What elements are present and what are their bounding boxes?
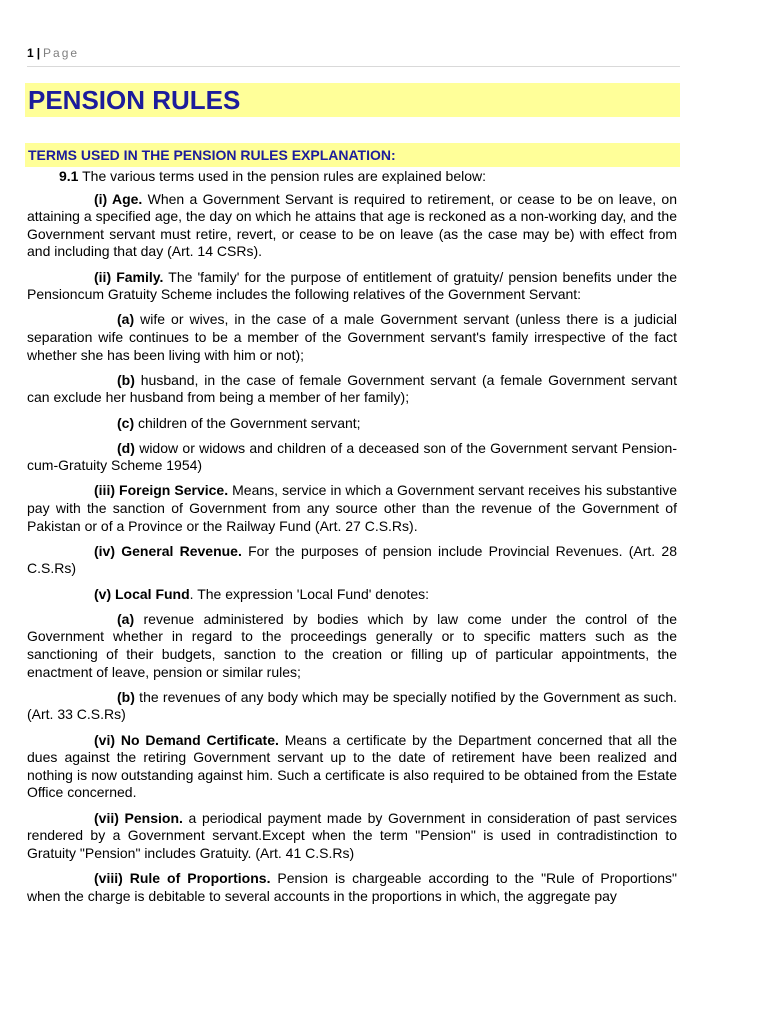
paragraph-label: (iv) General Revenue. bbox=[94, 542, 242, 559]
paragraph-text: For the purposes of pension include Provincial Revenues. (Art. 28 C.S.Rs) bbox=[27, 542, 677, 577]
paragraph-label: (vi) No Demand Certificate. bbox=[94, 731, 279, 748]
paragraph-label: (ii) Family. bbox=[94, 268, 164, 285]
paragraph-text: husband, in the case of female Government servant (a female Government servant can exclude her husband from being a member of her family); bbox=[27, 371, 677, 406]
paragraph-text: wife or wives, in the case of a male Government servant (unless there is a judicial separation wife continues to be a member of the Government servant's family irrespective of the fact whether she has been living with him or not); bbox=[27, 311, 677, 363]
paragraph-label: (d) bbox=[117, 439, 135, 456]
paragraph-label: (i) Age. bbox=[94, 190, 143, 207]
paragraph-label: (c) bbox=[117, 414, 135, 431]
paragraph-family-a bbox=[27, 311, 677, 364]
paragraph-local-fund-a bbox=[27, 611, 677, 681]
paragraph-text: revenue administered by bodies which by law come under the control of the Government whether in regard to the proceedings generally or to specific matters such as the sanctioning of their budgets, sanction to the creation or filling up of particular appointments, the enactment of leave, pension or similar rules; bbox=[27, 610, 677, 680]
page-separator: | bbox=[36, 46, 41, 60]
paragraph-text: When a Government Servant is required to retirement, or cease to be on leave, on attaining a specified age, the day on which he attains that age is reckoned as a non-working day, and the Government servant must retire, revert, or cease to be on leave (as the case may be) with effect from and including that day (Art. 14 CSRs). bbox=[27, 190, 677, 260]
paragraph-text: Means, service in which a Government servant receives his substantive pay with the sanction of Government from any source other than the revenue of the Government of Pakistan or of a Province or the Railway Fund (Art. 27 C.S.Rs). bbox=[27, 482, 677, 534]
paragraph-foreign-service bbox=[27, 482, 677, 535]
paragraph-label: (a) bbox=[117, 311, 135, 328]
page-header bbox=[27, 46, 680, 67]
paragraph-text: Pension is chargeable according to the "Rule of Proportions" when the charge is debitable to several accounts in the proportions in which, the aggregate pay bbox=[27, 869, 677, 904]
title-highlight bbox=[25, 83, 680, 117]
paragraph-age bbox=[27, 191, 677, 261]
paragraph-label: (v) Local Fund bbox=[94, 585, 190, 602]
page-word: Page bbox=[43, 46, 80, 60]
paragraph-label: 9.1 bbox=[59, 168, 79, 184]
paragraph-family-b bbox=[27, 372, 677, 407]
paragraph-general-revenue bbox=[27, 543, 677, 578]
paragraph-label: (b) bbox=[117, 688, 135, 705]
paragraph-pension bbox=[27, 810, 677, 863]
paragraph-family-c bbox=[27, 415, 677, 433]
paragraph-text: the revenues of any body which may be specially notified by the Government as such. (Art. 33 C.S.Rs) bbox=[27, 688, 677, 723]
paragraph-text: The various terms used in the pension rules are explained below: bbox=[78, 168, 486, 184]
paragraph-rule-of-proportions bbox=[27, 870, 677, 905]
paragraph-local-fund bbox=[27, 586, 677, 604]
paragraph-text: a periodical payment made by Government in consideration of past services rendered by a Government servant.Except when the term "Pension" is used in contradistinction to Gratuity "Pension" includes Gratuity. (Art. 41 C.S.Rs) bbox=[27, 809, 677, 861]
paragraph-label: (b) bbox=[117, 371, 135, 388]
paragraph-text: children of the Government servant; bbox=[134, 414, 361, 431]
document-title: PENSION RULES bbox=[28, 85, 241, 115]
paragraph-text: Means a certificate by the Department concerned that all the dues against the retiring Government servant up to the date of retirement have been realized and nothing is now outstanding against him. Such a certificate is also required to be obtained from the Estate Office concerned. bbox=[27, 731, 677, 801]
paragraph-label: (a) bbox=[117, 610, 135, 627]
paragraph-no-demand bbox=[27, 732, 677, 802]
subtitle-highlight bbox=[25, 143, 680, 167]
paragraph-family bbox=[27, 269, 677, 304]
paragraph-label: (viii) Rule of Proportions. bbox=[94, 869, 271, 886]
paragraph-family-d bbox=[27, 440, 677, 475]
paragraph-intro bbox=[27, 168, 677, 186]
paragraph-label: (iii) Foreign Service. bbox=[94, 482, 229, 499]
section-heading: TERMS USED IN THE PENSION RULES EXPLANATION: bbox=[28, 147, 396, 163]
paragraph-text: . The expression 'Local Fund' denotes: bbox=[189, 585, 430, 602]
page-number: 1 bbox=[27, 46, 34, 60]
paragraph-text: The 'family' for the purpose of entitlement of gratuity/ pension benefits under the Pensioncum Gratuity Scheme includes the following relatives of the Government Servant: bbox=[27, 268, 677, 303]
document-body bbox=[27, 168, 677, 913]
paragraph-text: widow or widows and children of a deceased son of the Government servant Pension-cum-Gratuity Scheme 1954) bbox=[27, 439, 677, 474]
paragraph-label: (vii) Pension. bbox=[94, 809, 183, 826]
paragraph-local-fund-b bbox=[27, 689, 677, 724]
